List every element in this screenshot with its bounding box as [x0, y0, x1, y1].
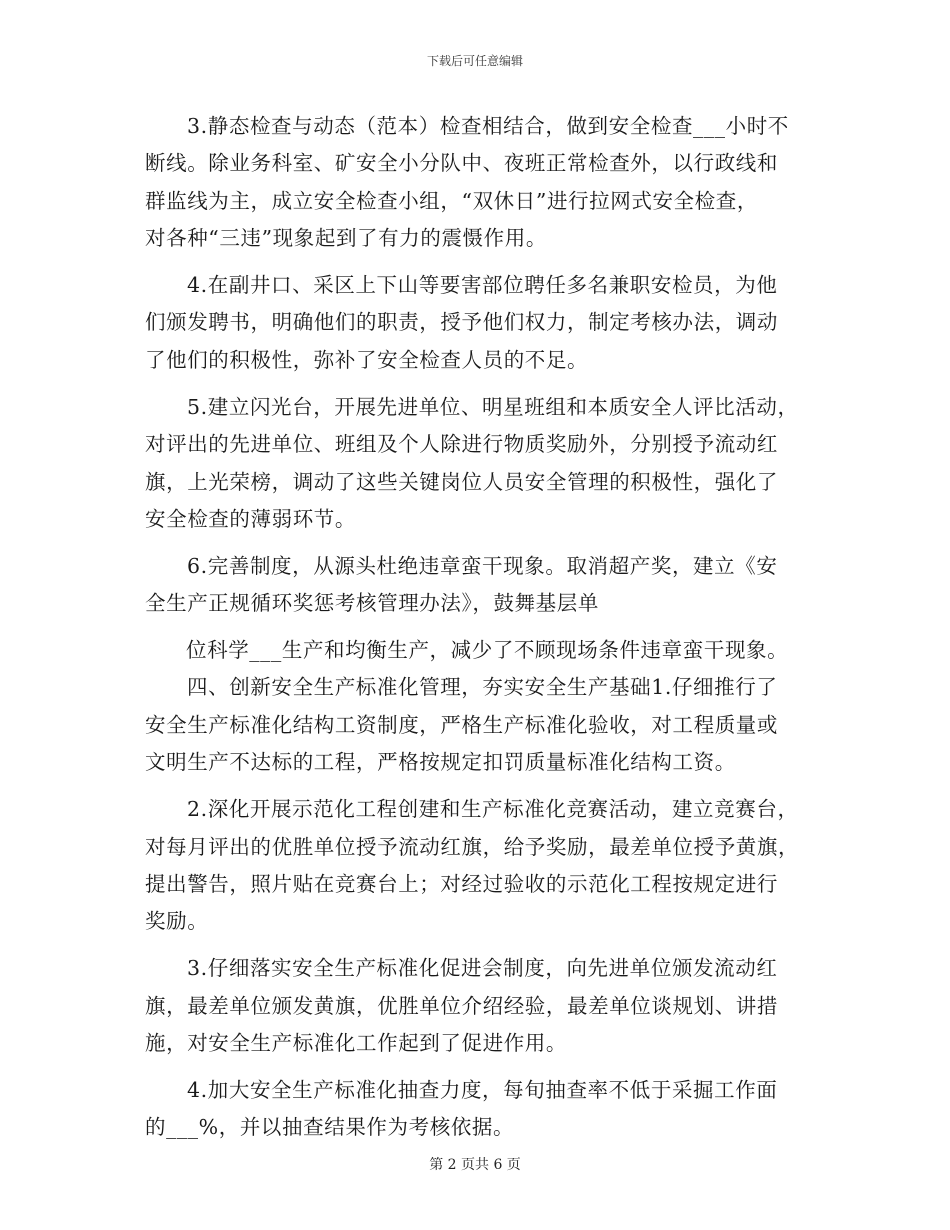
- body-line: 提出警告，照片贴在竞赛台上；对经过验收的示范化工程按规定进行: [145, 871, 778, 896]
- page-header: 下载后可任意编辑: [426, 54, 523, 68]
- body-line: 旗，最差单位颁发黄旗，优胜单位介绍经验，最差单位谈规划、讲措: [145, 993, 778, 1018]
- body-line: 2.深化开展示范化工程创建和生产标准化竞赛活动，建立竞赛台，: [187, 797, 799, 822]
- body-line: 安全检查的薄弱环节。: [145, 506, 356, 531]
- body-line: 位科学___生产和均衡生产，减少了不顾现场条件违章蛮干现象。: [186, 638, 789, 663]
- body-line: 对各种“三违”现象起到了有力的震慑作用。: [145, 226, 547, 251]
- body-line: 的___%，并以抽查结果作为考核依据。: [145, 1115, 515, 1140]
- body-line: 4.加大安全生产标准化抽查力度，每旬抽查率不低于采掘工作面: [187, 1077, 778, 1102]
- body-line: 全生产正规循环奖惩考核管理办法》，鼓舞基层单: [145, 591, 599, 616]
- body-line: 旗，上光荣榜，调动了这些关键岗位人员安全管理的积极性，强化了: [145, 469, 778, 494]
- body-line: 文明生产不达标的工程，严格按规定扣罚质量标准化结构工资。: [145, 750, 736, 775]
- body-line: 5.建立闪光台，开展先进单位、明星班组和本质安全人评比活动，: [187, 394, 799, 419]
- body-line: 对每月评出的优胜单位授予流动红旗，给予奖励，最差单位授予黄旗，: [145, 834, 800, 859]
- body-line: 安全生产标准化结构工资制度，严格生产标准化验收，对工程质量或: [145, 712, 778, 737]
- body-line: 群监线为主，成立安全检查小组，“双休日”进行拉网式安全检查，: [145, 188, 758, 213]
- body-line: 奖励。: [145, 909, 209, 934]
- body-line: 4.在副井口、采区上下山等要害部位聘任多名兼职安检员，为他: [187, 273, 778, 298]
- body-line: 对评出的先进单位、班组及个人除进行物质奖励外，分别授予流动红: [145, 432, 778, 457]
- body-line: 断线。除业务科室、矿安全小分队中、夜班正常检查外，以行政线和: [145, 151, 778, 176]
- body-line: 了他们的积极性，弥补了安全检查人员的不足。: [145, 347, 589, 372]
- body-line: 3.静态检查与动态（范本）检查相结合，做到安全检查___小时不: [187, 114, 789, 138]
- body-line: 施，对安全生产标准化工作起到了促进作用。: [145, 1030, 567, 1055]
- body-line: 3.仔细落实安全生产标准化促进会制度，向先进单位颁发流动红: [187, 956, 778, 981]
- body-line: 四、创新安全生产标准化管理，夯实安全生产基础1.仔细推行了: [187, 675, 778, 700]
- document-body: [145, 108, 810, 1147]
- body-line: 6.完善制度，从源头杜绝违章蛮干现象。取消超产奖，建立《安: [187, 553, 778, 578]
- page-footer: 第 2 页共 6 页: [429, 1157, 521, 1173]
- body-line: 们颁发聘书，明确他们的职责，授予他们权力，制定考核办法，调动: [145, 310, 778, 335]
